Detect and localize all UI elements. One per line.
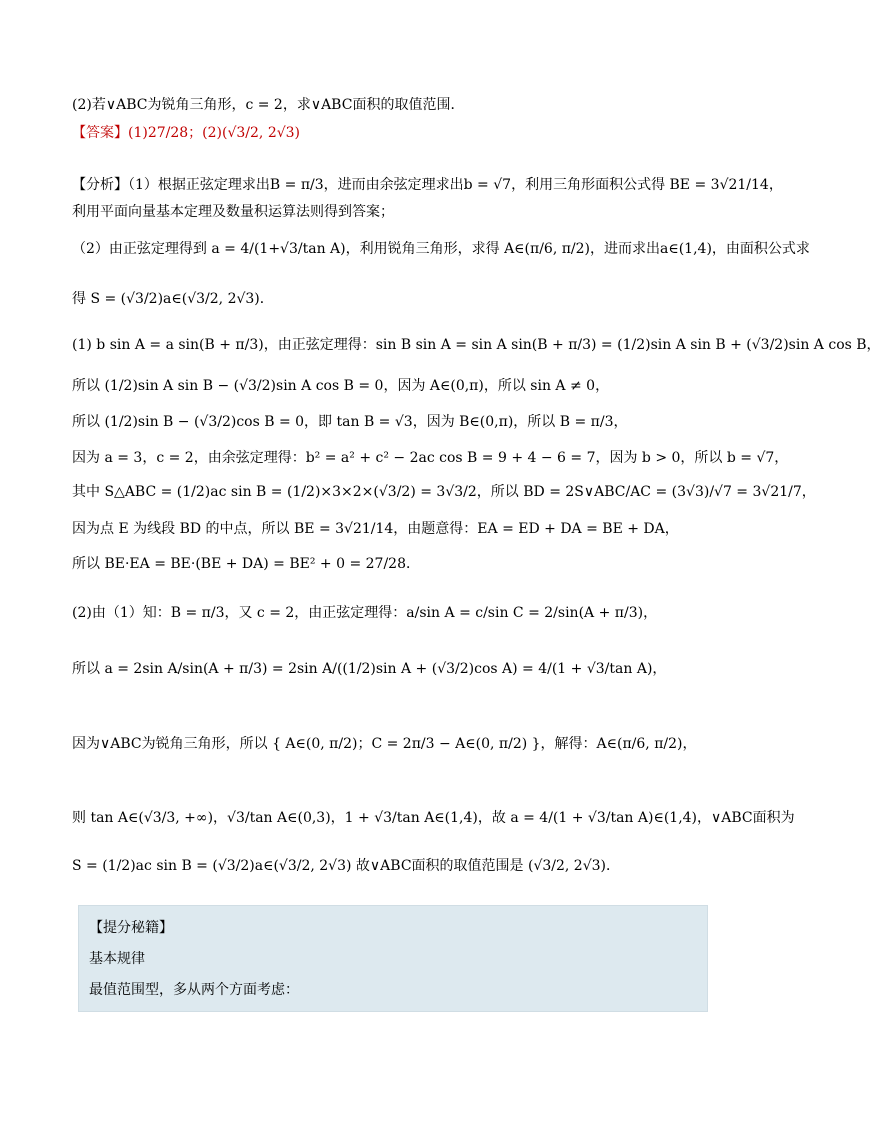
line-analysis-1: 【分析】（1）根据正弦定理求出B = π/3，进而由余弦定理求出b = √7，利用三角形面积公式得 BE = 3√21/14， xyxy=(72,177,783,193)
line-analysis-2: 利用平面向量基本定理及数量积运算法则得到答案； xyxy=(72,204,394,220)
line-solution-4: 因为 a = 3，c = 2，由余弦定理得：b² = a² + c² − 2ac cos B = 9 + 4 − 6 = 7，因为 b > 0，所以 b = √7， xyxy=(72,450,789,466)
line-solution-9: 所以 a = 2sin A/sin(A + π/3) = 2sin A/((1/2)sin A + (√3/2)cos A) = 4/(1 + √3/tan A)， xyxy=(72,661,667,677)
line-solution-8: (2)由（1）知：B = π/3，又 c = 2，由正弦定理得：a/sin A = c/sin C = 2/sin(A + π/3)， xyxy=(72,605,658,621)
line-answer: 【答案】(1)27/28；(2)(√3/2, 2√3) xyxy=(72,125,301,141)
tip-title: 【提分秘籍】 xyxy=(89,920,173,936)
line-solution-7: 所以 BE·EA = BE·(BE + DA) = BE² + 0 = 27/28． xyxy=(72,556,420,572)
line-analysis-4: 得 S = (√3/2)a∈(√3/2, 2√3)． xyxy=(72,291,274,307)
line-solution-3: 所以 (1/2)sin B − (√3/2)cos B = 0，即 tan B = √3，因为 B∈(0,π)，所以 B = π/3， xyxy=(72,414,628,430)
line-solution-1: (1) b sin A = a sin(B + π/3)，由正弦定理得：sin B sin A = sin A sin(B + π/3) = (1/2)sin A sin B + (√3/2)sin A cos B， xyxy=(72,337,881,353)
line-q2: (2)若∨ABC为锐角三角形，c = 2，求∨ABC面积的取值范围． xyxy=(72,97,465,113)
tip-text: 最值范围型，多从两个方面考虑： xyxy=(89,982,299,998)
line-analysis-3: （2）由正弦定理得到 a = 4/(1+√3/tan A)，利用锐角三角形，求得 A∈(π/6, π/2)，进而求出a∈(1,4)，由面积公式求 xyxy=(72,241,810,257)
line-solution-10: 因为∨ABC为锐角三角形，所以 { A∈(0, π/2)；C = 2π/3 − A∈(0, π/2) }，解得：A∈(π/6, π/2)， xyxy=(72,736,697,752)
tip-rule: 基本规律 xyxy=(89,951,145,967)
line-solution-11: 则 tan A∈(√3/3, +∞)，√3/tan A∈(0,3)，1 + √3/tan A∈(1,4)，故 a = 4/(1 + √3/tan A)∈(1,4)，∨ABC面积为 xyxy=(72,810,795,826)
line-solution-5: 其中 S△ABC = (1/2)ac sin B = (1/2)×3×2×(√3/2) = 3√3/2，所以 BD = 2S∨ABC/AC = (3√3)/√7 = 3√21/7， xyxy=(72,484,816,500)
tip-box xyxy=(78,905,708,1012)
line-solution-12: S = (1/2)ac sin B = (√3/2)a∈(√3/2, 2√3) 故∨ABC面积的取值范围是 (√3/2, 2√3)． xyxy=(72,858,620,874)
line-solution-2: 所以 (1/2)sin A sin B − (√3/2)sin A cos B = 0，因为 A∈(0,π)，所以 sin A ≠ 0， xyxy=(72,378,610,394)
line-solution-6: 因为点 E 为线段 BD 的中点，所以 BE = 3√21/14，由题意得：EA = ED + DA = BE + DA， xyxy=(72,521,679,537)
